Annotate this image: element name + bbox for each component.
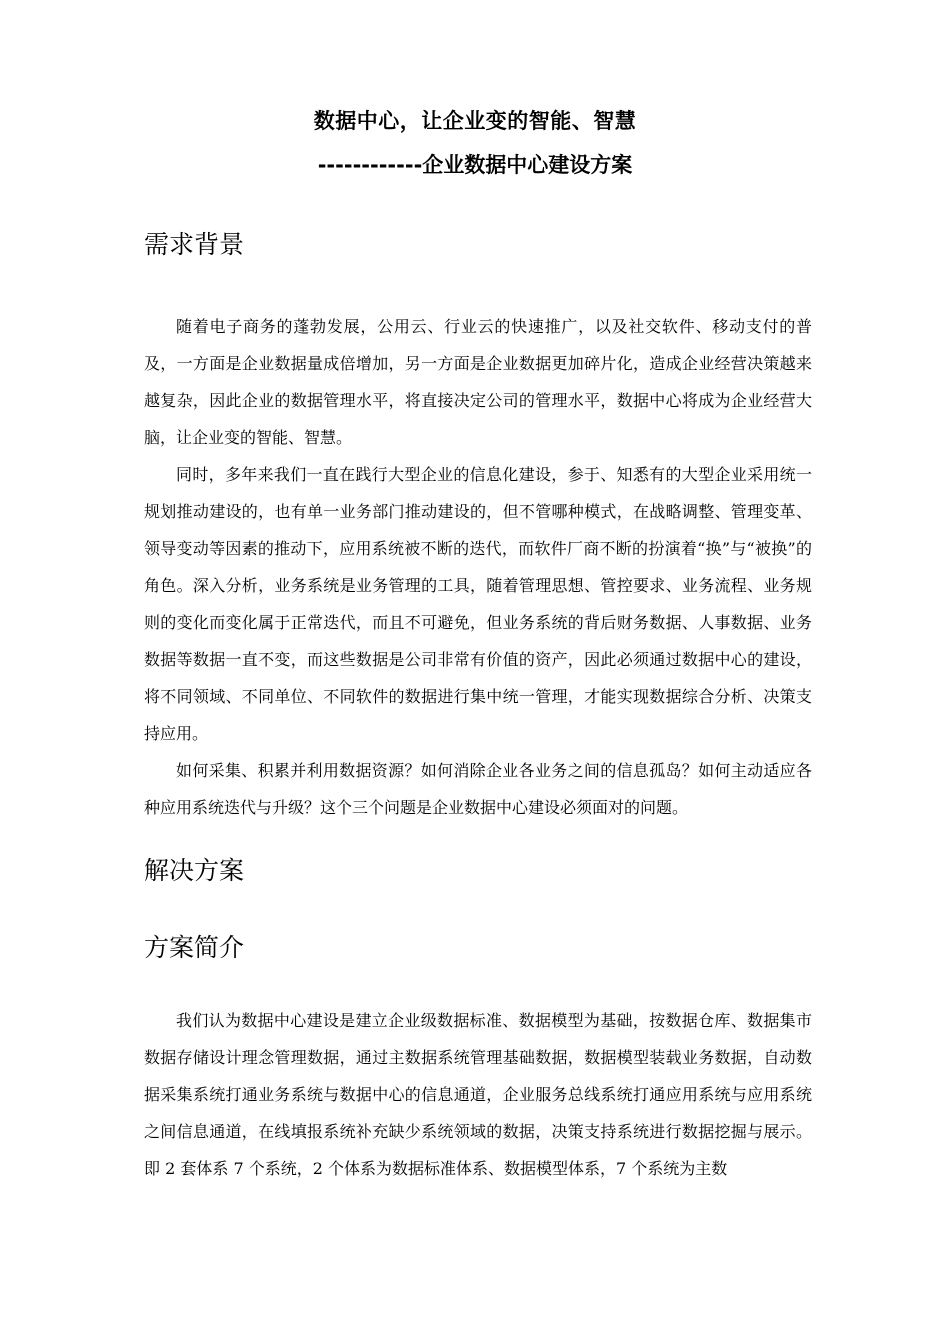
paragraph: 如何采集、积累并利用数据资源？如何消除企业各业务之间的信息孤岛？如何主动适应各种应用系统迭代与升级？这个三个问题是企业数据中心建设必须面对的问题。 <box>144 761 812 817</box>
section-heading-overview: 方案简介 <box>144 933 245 962</box>
section-heading-background: 需求背景 <box>144 230 245 259</box>
title-block <box>0 106 950 180</box>
section-heading-solution: 解决方案 <box>144 856 245 885</box>
document-subtitle: ------------企业数据中心建设方案 <box>317 153 633 177</box>
document-title: 数据中心，让企业变的智能、智慧 <box>313 109 637 133</box>
paragraph: 随着电子商务的蓬勃发展，公用云、行业云的快速推广，以及社交软件、移动支付的普及，一方面是企业数据量成倍增加，另一方面是企业数据更加碎片化，造成企业经营决策越来越复杂，因此企业的数据管理水平，将直接决定公司的管理水平，数据中心将成为企业经营大脑，让企业变的智能、智慧。 <box>144 317 812 447</box>
paragraph: 我们认为数据中心建设是建立企业级数据标准、数据模型为基础，按数据仓库、数据集市数据存储设计理念管理数据，通过主数据系统管理基础数据，数据模型装载业务数据，自动数据采集系统打通业务系统与数据中心的信息通道，企业服务总线系统打通应用系统与应用系统之间信息通道，在线填报系统补充缺少系统领域的数据，决策支持系统进行数据挖掘与展示。即 2 套体系 7 个系统，2 个体系为数据标准体系、数据模型体系，7 个系统为主数 <box>144 1011 812 1178</box>
section-body-background <box>144 308 812 826</box>
section-body-overview <box>144 1002 812 1187</box>
paragraph: 同时，多年来我们一直在践行大型企业的信息化建设，参于、知悉有的大型企业采用统一规划推动建设的，也有单一业务部门推动建设的，但不管哪种模式，在战略调整、管理变革、领导变动等因素的推动下，应用系统被不断的迭代，而软件厂商不断的扮演着“换”与“被换”的角色。深入分析，业务系统是业务管理的工具，随着管理思想、管控要求、业务流程、业务规则的变化而变化属于正常迭代，而且不可避免，但业务系统的背后财务数据、人事数据、业务数据等数据一直不变，而这些数据是公司非常有价值的资产，因此必须通过数据中心的建设，将不同领域、不同单位、不同软件的数据进行集中统一管理，才能实现数据综合分析、决策支持应用。 <box>144 465 812 743</box>
